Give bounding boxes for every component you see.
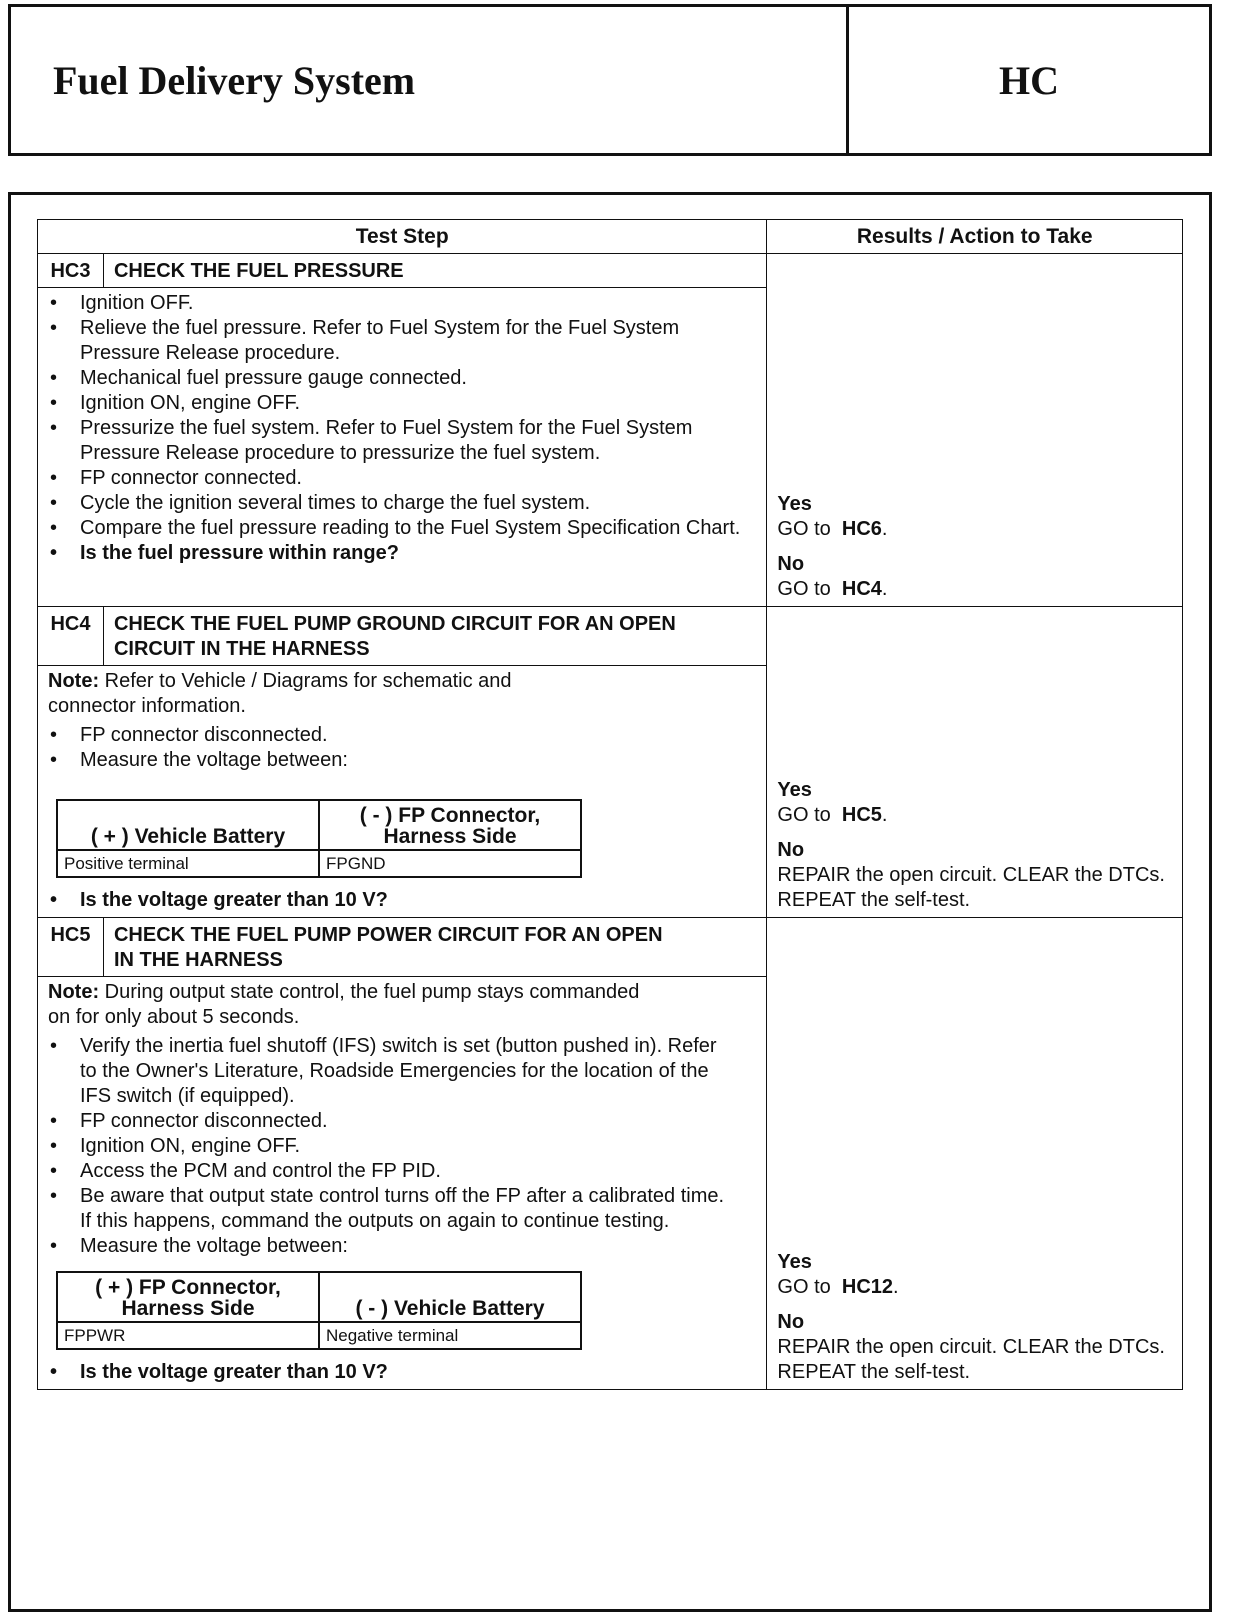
page-title: Fuel Delivery System bbox=[11, 7, 849, 153]
step-bullet-list bbox=[48, 723, 756, 773]
table-header-row bbox=[38, 220, 1183, 254]
step-title: CHECK THE FUEL PRESSURE bbox=[103, 254, 766, 288]
yes-label: Yes bbox=[777, 1251, 812, 1273]
test-step-table bbox=[37, 219, 1183, 1390]
measurement-table bbox=[56, 1271, 582, 1350]
step-row-hc5-title bbox=[38, 918, 1183, 977]
measurement-table bbox=[56, 799, 582, 878]
yes-action: GO to HC5. bbox=[777, 804, 888, 826]
step-title: CHECK THE FUEL PUMP GROUND CIRCUIT FOR AN OPEN CIRCUIT IN THE HARNESS bbox=[103, 607, 766, 666]
step-row-hc3-title bbox=[38, 254, 1183, 288]
list-item: • FP connector disconnected. bbox=[80, 723, 756, 748]
step-body bbox=[38, 977, 767, 1390]
list-item: • Be aware that output state control turns off the FP after a calibrated time. If this happens, command the outputs on again to continue testing. bbox=[80, 1184, 726, 1234]
step-question: • Is the fuel pressure within range? bbox=[80, 541, 756, 566]
step-body bbox=[38, 666, 767, 918]
step-question-list bbox=[48, 1360, 756, 1385]
meas-header-positive: ( + ) Vehicle Battery bbox=[57, 800, 319, 850]
step-question-list bbox=[48, 888, 756, 913]
step-question: • Is the voltage greater than 10 V? bbox=[80, 888, 756, 913]
yes-label: Yes bbox=[777, 779, 812, 801]
meas-cell-positive: Positive terminal bbox=[57, 850, 319, 877]
step-link[interactable]: HC6 bbox=[841, 518, 882, 540]
step-title: CHECK THE FUEL PUMP POWER CIRCUIT FOR AN OPEN IN THE HARNESS bbox=[103, 918, 766, 977]
step-note: Note: Refer to Vehicle / Diagrams for schematic and connector information. bbox=[48, 670, 512, 717]
meas-header-negative: ( - ) FP Connector, Harness Side bbox=[319, 800, 581, 850]
no-action: GO to HC4. bbox=[777, 578, 888, 600]
step-bullet-list bbox=[48, 291, 756, 566]
no-label: No bbox=[777, 553, 805, 575]
list-item: • Ignition ON, engine OFF. bbox=[80, 391, 756, 416]
section-code: HC bbox=[999, 57, 1059, 103]
step-link[interactable]: HC4 bbox=[841, 578, 882, 600]
step-code: HC5 bbox=[38, 918, 104, 977]
no-action: REPAIR the open circuit. CLEAR the DTCs. REPEAT the self-test. bbox=[777, 1336, 1165, 1383]
results-cell bbox=[767, 918, 1183, 1390]
step-link[interactable]: HC5 bbox=[841, 804, 882, 826]
step-body bbox=[38, 288, 767, 607]
step-row-hc4-title bbox=[38, 607, 1183, 666]
no-label: No bbox=[777, 839, 805, 861]
col-header-test-step: Test Step bbox=[38, 220, 767, 254]
list-item: • FP connector disconnected. bbox=[80, 1109, 726, 1134]
no-label: No bbox=[777, 1311, 805, 1333]
results-cell bbox=[767, 607, 1183, 918]
step-note: Note: During output state control, the fuel pump stays commanded on for only about 5 seconds. bbox=[48, 981, 640, 1028]
meas-cell-negative: FPGND bbox=[319, 850, 581, 877]
meas-header-negative: ( - ) Vehicle Battery bbox=[319, 1272, 581, 1322]
meas-header-positive: ( + ) FP Connector, Harness Side bbox=[57, 1272, 319, 1322]
step-code: HC4 bbox=[38, 607, 104, 666]
page-header bbox=[8, 4, 1212, 156]
step-bullet-list bbox=[48, 1034, 756, 1259]
list-item: • Ignition OFF. bbox=[80, 291, 756, 316]
step-link[interactable]: HC12 bbox=[841, 1276, 894, 1298]
col-header-results: Results / Action to Take bbox=[767, 220, 1183, 254]
yes-action: GO to HC12. bbox=[777, 1276, 899, 1298]
list-item: • Cycle the ignition several times to charge the fuel system. bbox=[80, 491, 756, 516]
results-cell bbox=[767, 254, 1183, 607]
list-item: • Measure the voltage between: bbox=[80, 748, 756, 773]
list-item: • FP connector connected. bbox=[80, 466, 756, 491]
step-question: • Is the voltage greater than 10 V? bbox=[80, 1360, 756, 1385]
step-code: HC3 bbox=[38, 254, 104, 288]
list-item: • Verify the inertia fuel shutoff (IFS) switch is set (button pushed in). Refer to the Owner's Literature, Roadside Emergencies for the location of the IFS switch (if equipped). bbox=[80, 1034, 726, 1109]
no-action: REPAIR the open circuit. CLEAR the DTCs. REPEAT the self-test. bbox=[777, 864, 1165, 911]
list-item: • Measure the voltage between: bbox=[80, 1234, 726, 1259]
yes-label: Yes bbox=[777, 493, 812, 515]
list-item: • Access the PCM and control the FP PID. bbox=[80, 1159, 726, 1184]
meas-cell-positive: FPPWR bbox=[57, 1322, 319, 1349]
list-item: • Compare the fuel pressure reading to the Fuel System Specification Chart. bbox=[80, 516, 756, 541]
list-item: • Pressurize the fuel system. Refer to Fuel System for the Fuel System Pressure Release procedure to pressurize the fuel system. bbox=[80, 416, 756, 466]
list-item: • Ignition ON, engine OFF. bbox=[80, 1134, 726, 1159]
procedure-frame bbox=[8, 192, 1212, 1612]
list-item: • Relieve the fuel pressure. Refer to Fuel System for the Fuel System Pressure Release procedure. bbox=[80, 316, 756, 366]
yes-action: GO to HC6. bbox=[777, 518, 888, 540]
meas-cell-negative: Negative terminal bbox=[319, 1322, 581, 1349]
list-item: • Mechanical fuel pressure gauge connected. bbox=[80, 366, 756, 391]
